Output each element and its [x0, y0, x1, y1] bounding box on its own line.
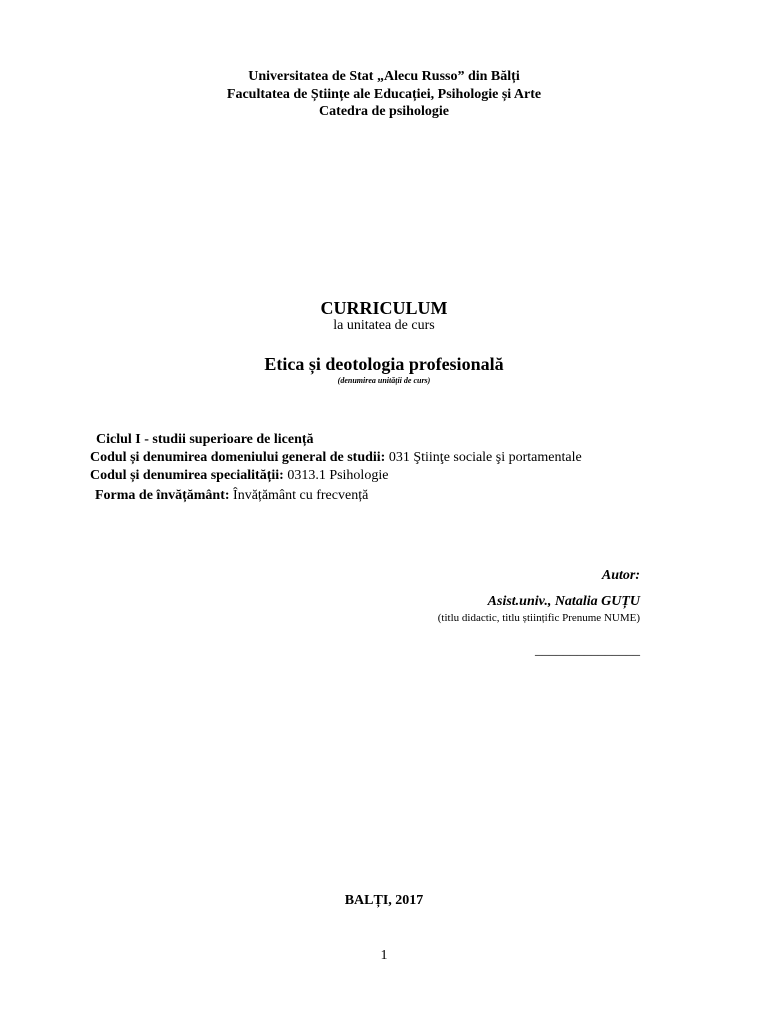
specialty-value: 0313.1 Psihologie: [283, 468, 389, 483]
signature-line: _______________: [535, 643, 640, 658]
faculty-name: Facultatea de Științe ale Educației, Psihologie și Arte: [226, 87, 542, 102]
page-number: 1: [380, 948, 388, 963]
specialty-label: Codul și denumirea specialității:: [90, 468, 284, 483]
author-name-note: (titlu didactic, titlu științific Prenume NUME): [437, 612, 640, 624]
place-year: BALȚI, 2017: [344, 893, 424, 908]
study-domain-label: Codul și denumirea domeniului general de studii:: [90, 450, 386, 465]
document-title: CURRICULUM: [320, 298, 448, 318]
university-name: Universitatea de Stat „Alecu Russo” din Bălți: [248, 69, 520, 84]
study-form: [95, 487, 368, 505]
specialty: [90, 467, 388, 485]
study-cycle: Ciclul I - studii superioare de licență: [96, 432, 314, 447]
course-name: Etica și deotologia profesională: [264, 354, 504, 374]
study-form-value: Învățământ cu frecvență: [229, 488, 369, 503]
study-domain: [90, 449, 582, 467]
author-name: Asist.univ., Natalia GUȚU: [487, 594, 640, 609]
course-name-note: (denumirea unității de curs): [337, 376, 431, 385]
study-domain-value: 031 Ştiinţe sociale şi portamentale: [385, 450, 582, 465]
author-label: Autor:: [601, 568, 640, 583]
department-name: Catedra de psihologie: [319, 104, 449, 119]
study-form-label: Forma de învățământ:: [95, 488, 230, 503]
document-subtitle: la unitatea de curs: [333, 318, 435, 333]
